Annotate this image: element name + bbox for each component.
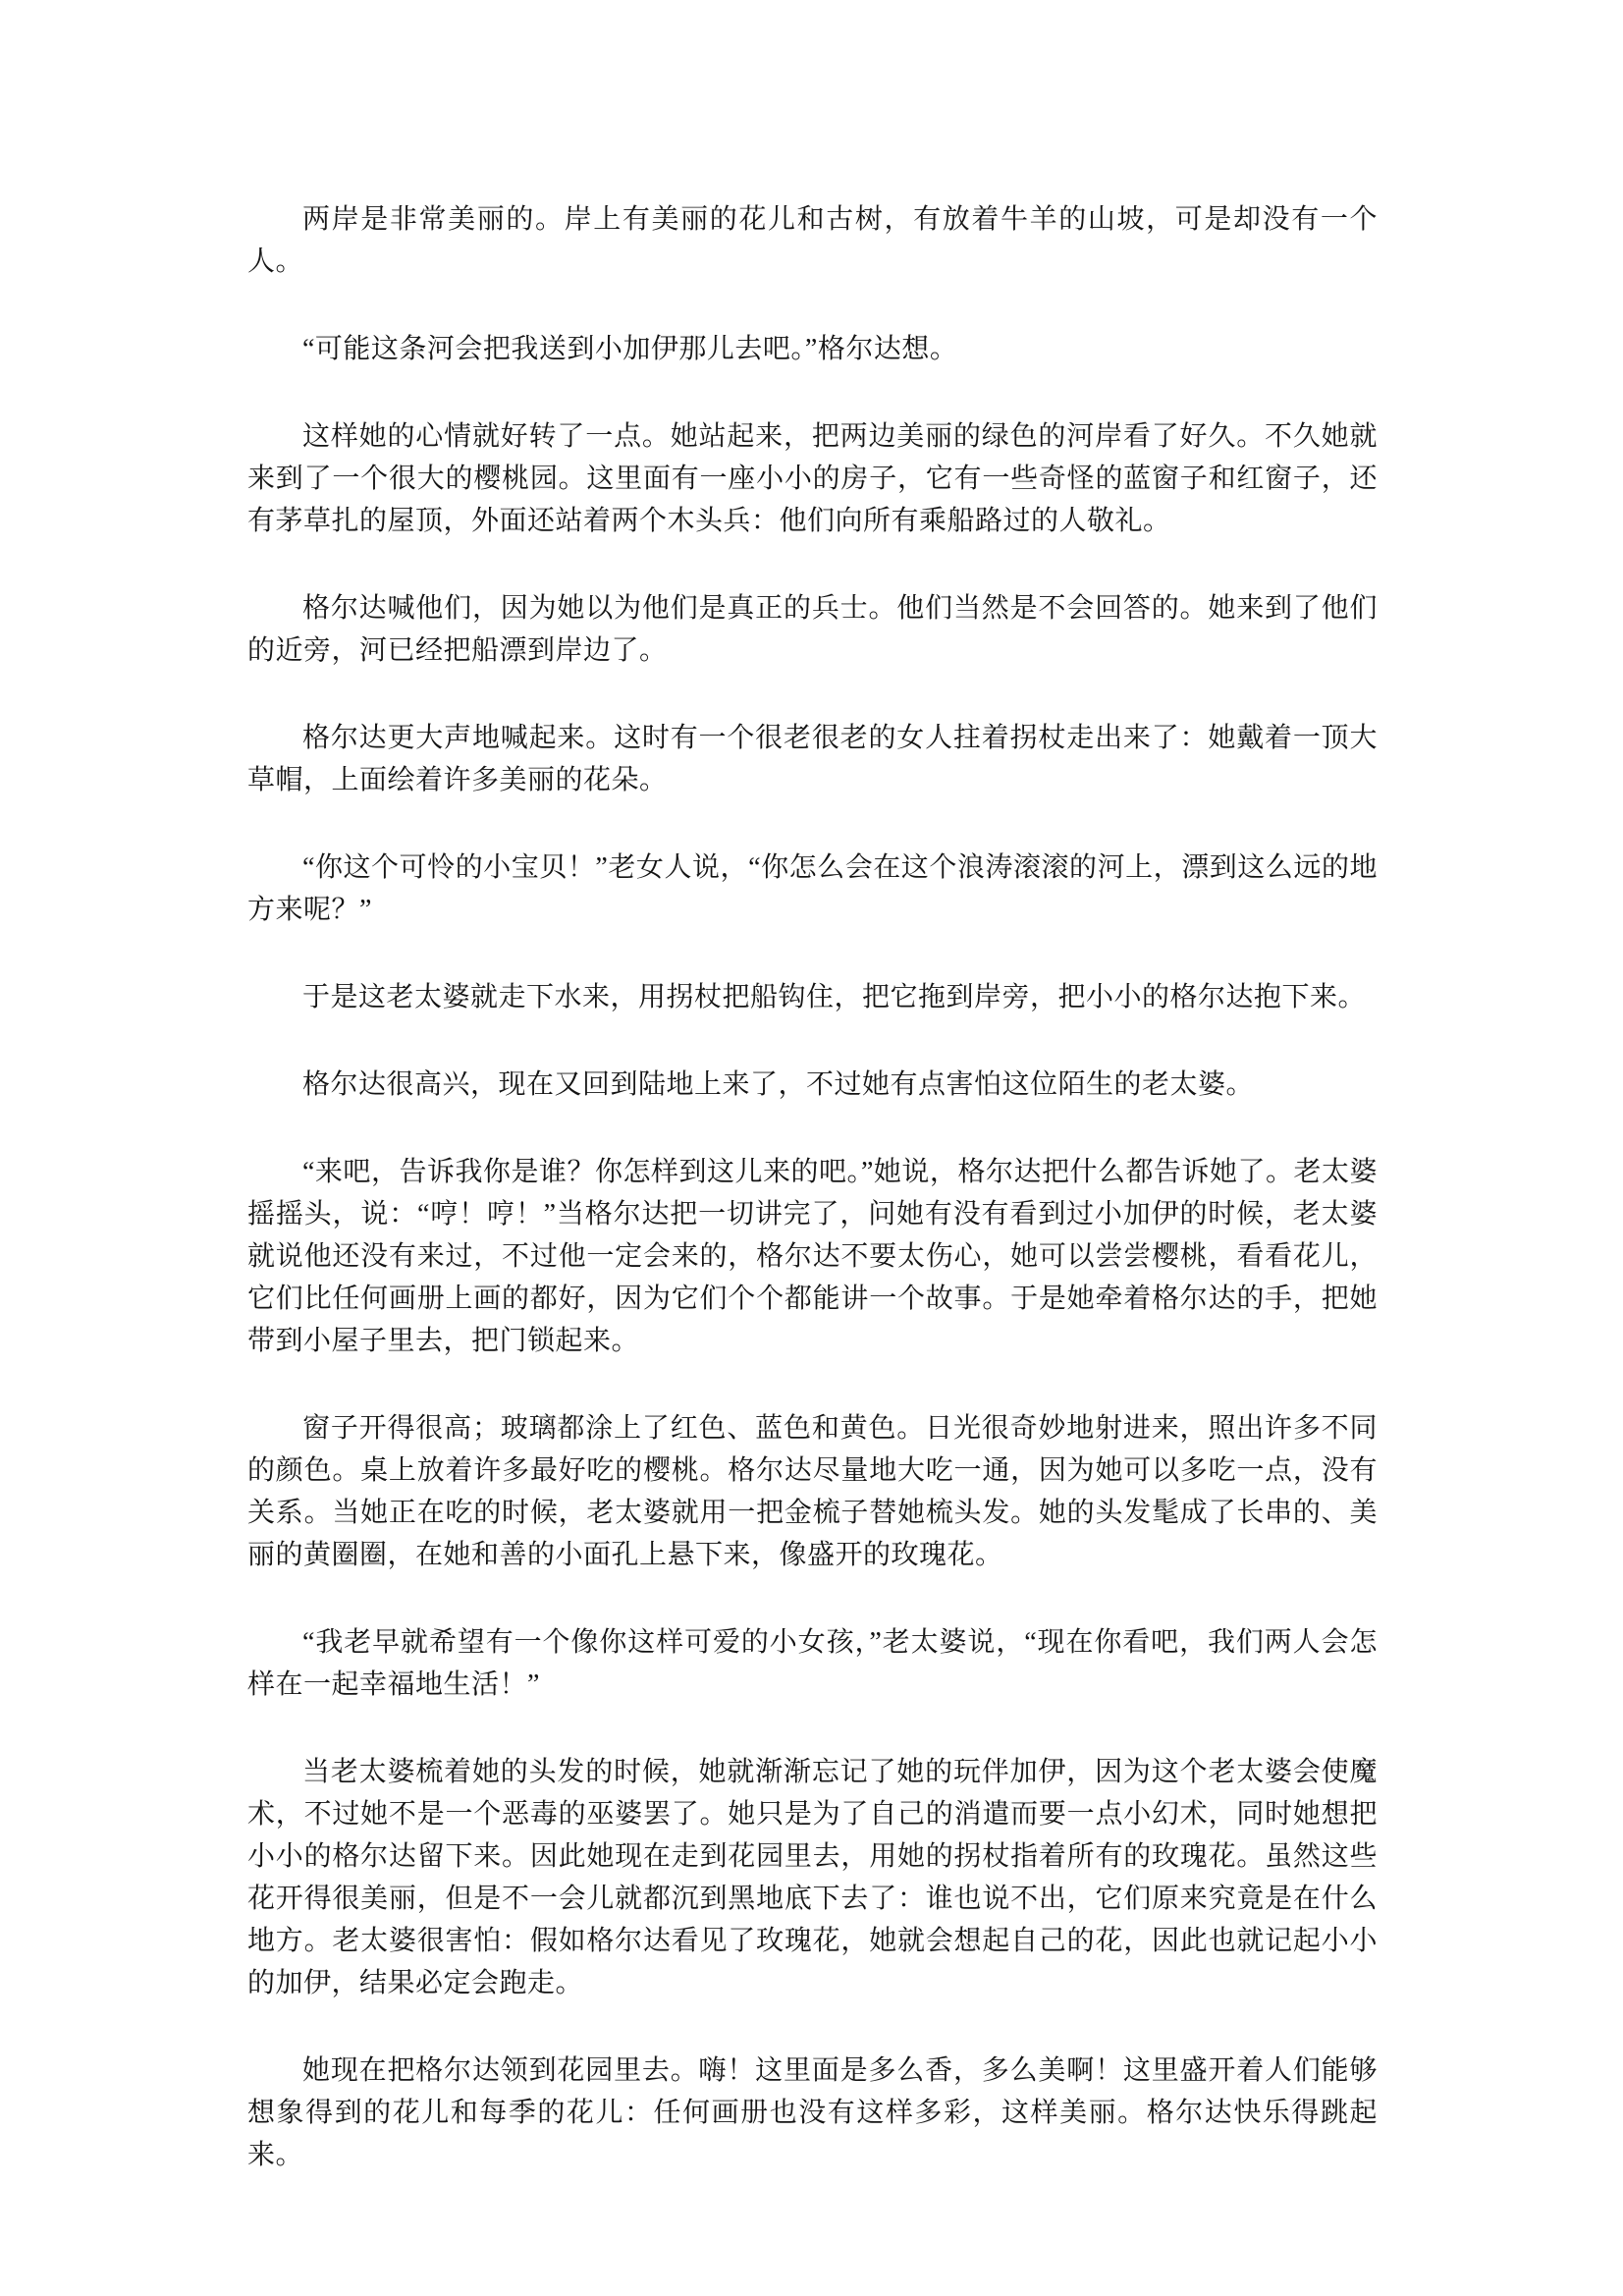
paragraph: 格尔达喊他们，因为她以为他们是真正的兵士。他们当然是不会回答的。她来到了他们的近旁，河已经把船漂到岸边了。 (247, 593, 1378, 666)
paragraph: “你这个可怜的小宝贝！”老女人说，“你怎么会在这个浪涛滚滚的河上，漂到这么远的地方来呢？” (247, 852, 1378, 925)
paragraph: 她现在把格尔达领到花园里去。嗨！这里面是多么香，多么美啊！这里盛开着人们能够想象得到的花儿和每季的花儿：任何画册也没有这样多彩，这样美丽。格尔达快乐得跳起来。 (247, 2055, 1378, 2170)
paragraph: 于是这老太婆就走下水来，用拐杖把船钩住，把它拖到岸旁，把小小的格尔达抱下来。 (302, 982, 1367, 1012)
paragraph: 格尔达更大声地喊起来。这时有一个很老很老的女人拄着拐杖走出来了：她戴着一顶大草帽，上面绘着许多美丽的花朵。 (247, 723, 1378, 795)
paragraph: “我老早就希望有一个像你这样可爱的小女孩，”老太婆说，“现在你看吧，我们两人会怎样在一起幸福地生活！” (247, 1627, 1378, 1700)
paragraph: 格尔达很高兴，现在又回到陆地上来了，不过她有点害怕这位陌生的老太婆。 (302, 1069, 1255, 1100)
paragraph: “可能这条河会把我送到小加伊那儿去吧。”格尔达想。 (302, 334, 958, 364)
paragraph: “来吧，告诉我你是谁？你怎样到这儿来的吧。”她说，格尔达把什么都告诉她了。老太婆摇摇头，说：“哼！哼！”当格尔达把一切讲完了，问她有没有看到过小加伊的时候，老太婆就说他还没有来过，不过他一定会来的，格尔达不要太伤心，她可以尝尝樱桃，看看花儿，它们比任何画册上画的都好，因为它们个个都能讲一个故事。于是她牵着格尔达的手，把她带到小屋子里去，把门锁起来。 (247, 1157, 1378, 1356)
paragraph: 当老太婆梳着她的头发的时候，她就渐渐忘记了她的玩伴加伊，因为这个老太婆会使魔术，不过她不是一个恶毒的巫婆罢了。她只是为了自己的消遣而要一点小幻术，同时她想把小小的格尔达留下来。因此她现在走到花园里去，用她的拐杖指着所有的玫瑰花。虽然这些花开得很美丽，但是不一会儿就都沉到黑地底下去了：谁也说不出，它们原来究竟是在什么地方。老太婆很害怕：假如格尔达看见了玫瑰花，她就会想起自己的花，因此也就记起小小的加伊，结果必定会跑走。 (247, 1757, 1378, 1998)
paragraph: 这样她的心情就好转了一点。她站起来，把两边美丽的绿色的河岸看了好久。不久她就来到了一个很大的樱桃园。这里面有一座小小的房子，它有一些奇怪的蓝窗子和红窗子，还有茅草扎的屋顶，外面还站着两个木头兵：他们向所有乘船路过的人敬礼。 (247, 421, 1378, 536)
paragraph: 窗子开得很高；玻璃都涂上了红色、蓝色和黄色。日光很奇妙地射进来，照出许多不同的颜色。桌上放着许多最好吃的樱桃。格尔达尽量地大吃一通，因为她可以多吃一点，没有关系。当她正在吃的时候，老太婆就用一把金梳子替她梳头发。她的头发髦成了长串的、美丽的黄圈圈，在她和善的小面孔上悬下来，像盛开的玫瑰花。 (247, 1413, 1378, 1570)
text-body (247, 198, 1378, 2176)
paragraph: 两岸是非常美丽的。岸上有美丽的花儿和古树，有放着牛羊的山坡，可是却没有一个人。 (247, 204, 1378, 277)
